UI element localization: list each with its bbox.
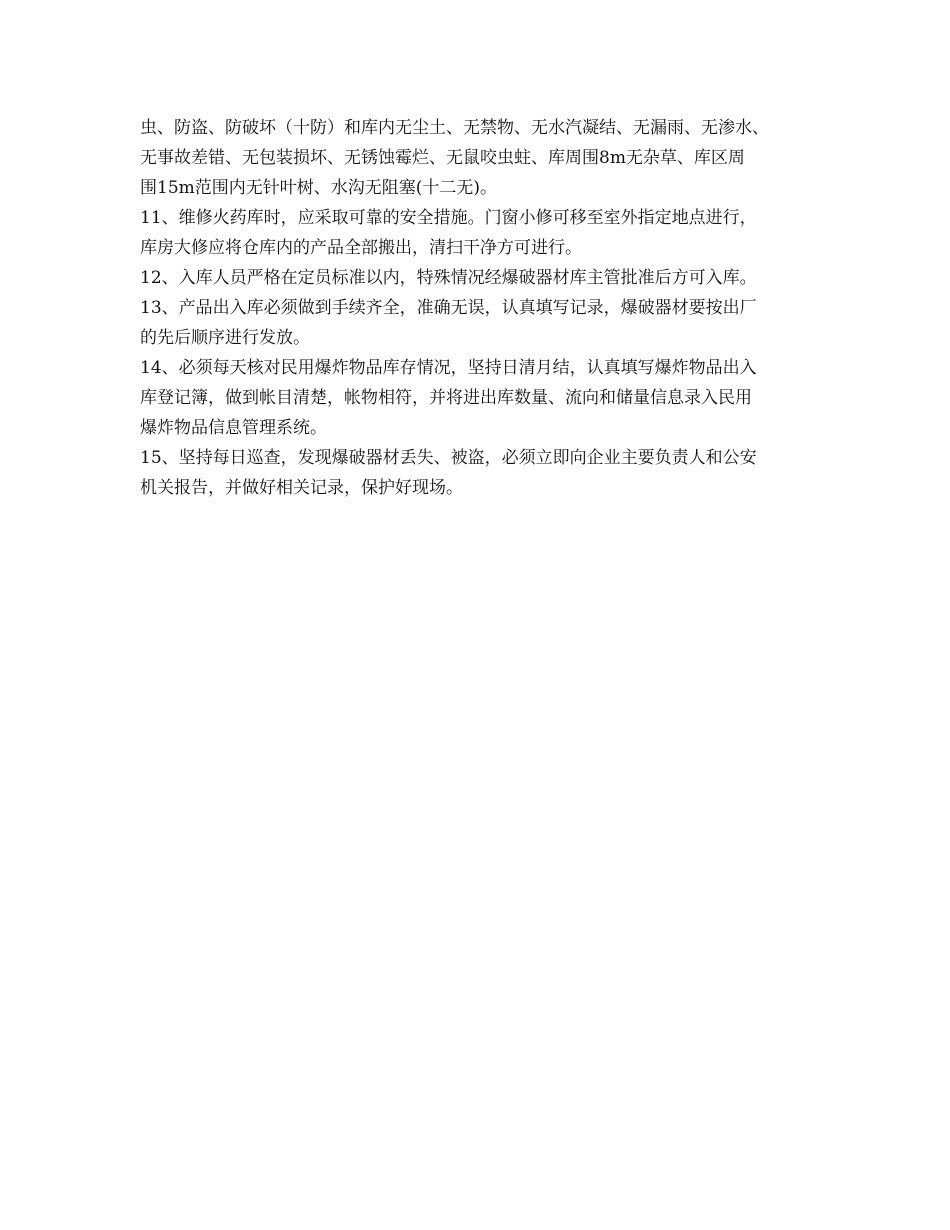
paragraph-15-line-1: 15、坚持每日巡查，发现爆破器材丢失、被盗，必须立即向企业主要负责人和公安	[140, 448, 757, 468]
text-line: 无事故差错、无包装损坏、无锈蚀霉烂、无鼠咬虫蛀、库周围8m无杂草、库区周	[140, 148, 745, 168]
paragraph-12: 12、入库人员严格在定员标准以内，特殊情况经爆破器材库主管批准后方可入库。	[140, 268, 757, 288]
paragraph-13-line-1: 13、产品出入库必须做到手续齐全，准确无误，认真填写记录，爆破器材要按出厂	[140, 298, 757, 318]
text-line: 围15m范围内无针叶树、水沟无阻塞(十二无)。	[140, 178, 498, 198]
text-line: 虫、防盗、防破坏（十防）和库内无尘土、无禁物、无水汽凝结、无漏雨、无渗水、	[140, 118, 769, 138]
paragraph-14-line-1: 14、必须每天核对民用爆炸物品库存情况，坚持日清月结，认真填写爆炸物品出入	[140, 358, 757, 378]
paragraph-14-line-2: 库登记簿，做到帐目清楚，帐物相符，并将进出库数量、流向和储量信息录入民用	[140, 388, 752, 408]
paragraph-13-line-2: 的先后顺序进行发放。	[140, 328, 310, 348]
paragraph-11-line-1: 11、维修火药库时，应采取可靠的安全措施。门窗小修可移至室外指定地点进行，	[140, 208, 757, 228]
paragraph-11-line-2: 库房大修应将仓库内的产品全部搬出，清扫干净方可进行。	[140, 238, 582, 258]
paragraph-15-line-2: 机关报告，并做好相关记录，保护好现场。	[140, 478, 463, 498]
paragraph-14-line-3: 爆炸物品信息管理系统。	[140, 418, 327, 438]
document-body	[140, 113, 840, 503]
